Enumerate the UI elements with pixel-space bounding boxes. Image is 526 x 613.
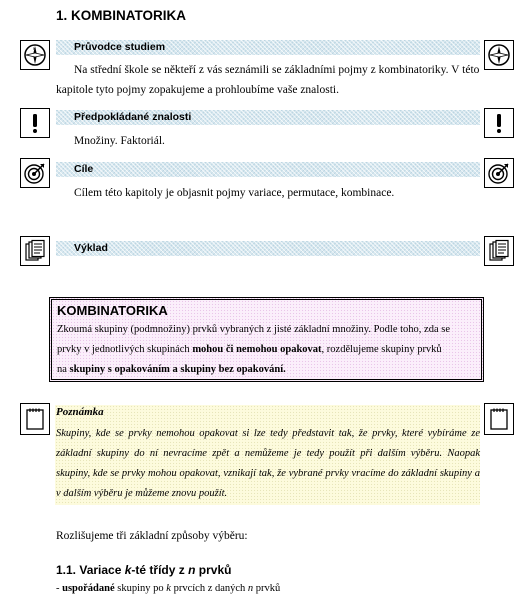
compass-icon-right	[484, 40, 514, 70]
guide-text-line1: Na střední škole se někteří z vás seznámili se základními pojmy z kombinatoriky. V této	[74, 64, 480, 76]
svg-text:N: N	[33, 46, 36, 51]
notepad-icon	[487, 407, 511, 431]
compass-icon-left	[20, 40, 50, 70]
intro-text: Rozlišujeme tři základní způsoby výběru:	[56, 530, 248, 542]
explanation-label: Výklad	[74, 242, 108, 254]
exclamation-icon-right	[484, 108, 514, 138]
note-title: Poznámka	[56, 406, 104, 418]
definition-line3: na skupiny s opakováním a skupiny bez opakování.	[57, 364, 286, 375]
target-icon	[487, 161, 511, 185]
subsection-heading: 1.1. Variace k-té třídy z n prvků	[56, 563, 232, 577]
definition-title: KOMBINATORIKA	[57, 303, 168, 318]
documents-icon-right	[484, 236, 514, 266]
documents-icon-left	[20, 236, 50, 266]
exclamation-icon	[23, 111, 47, 135]
definition-box	[49, 297, 484, 382]
bullet-item: - uspořádané skupiny po k prvcích z daných n prvků	[56, 583, 281, 594]
goals-band	[56, 162, 480, 177]
target-icon-right	[484, 158, 514, 188]
target-icon-left	[20, 158, 50, 188]
notepad-icon	[23, 407, 47, 431]
notepad-icon-right	[484, 403, 514, 435]
documents-icon	[487, 239, 511, 263]
note-text: Skupiny, kde se prvky nemohou opakovat si lze tedy představit tak, že prvky, které vybíráme ze základní skupiny do ní nevracíme zpět a nemůžeme je tedy použít při dalším výběru. Naopak skupiny, kde se prvky mohou opakovat, vznikají tak, že vybrané prvky vracíme do základní skupiny a v dalším výběru je můžeme znovu použít.	[56, 428, 480, 499]
documents-icon	[23, 239, 47, 263]
chapter-heading: 1. KOMBINATORIKA	[56, 8, 187, 23]
goals-label: Cíle	[74, 163, 94, 175]
exclamation-icon-left	[20, 108, 50, 138]
guide-label: Průvodce studiem	[74, 41, 166, 53]
compass-icon	[23, 43, 47, 67]
target-icon	[23, 161, 47, 185]
guide-text-line2: kapitole tyto pojmy zopakujeme a prohloubíme vaše znalosti.	[56, 84, 339, 96]
definition-line2: prvky v jednotlivých skupinách mohou či nemohou opakovat, rozdělujeme skupiny prvků	[57, 344, 442, 355]
compass-icon	[487, 43, 511, 67]
prereq-text: Množiny. Faktoriál.	[74, 135, 165, 147]
definition-line1: Zkoumá skupiny (podmnožiny) prvků vybraných z jisté základní množiny. Podle toho, zda se	[57, 324, 450, 335]
exclamation-icon	[487, 111, 511, 135]
prereq-label: Předpokládané znalosti	[74, 111, 192, 123]
goals-text: Cílem této kapitoly je objasnit pojmy variace, permutace, kombinace.	[74, 187, 395, 199]
explanation-band	[56, 241, 480, 256]
notepad-icon-left	[20, 403, 50, 435]
